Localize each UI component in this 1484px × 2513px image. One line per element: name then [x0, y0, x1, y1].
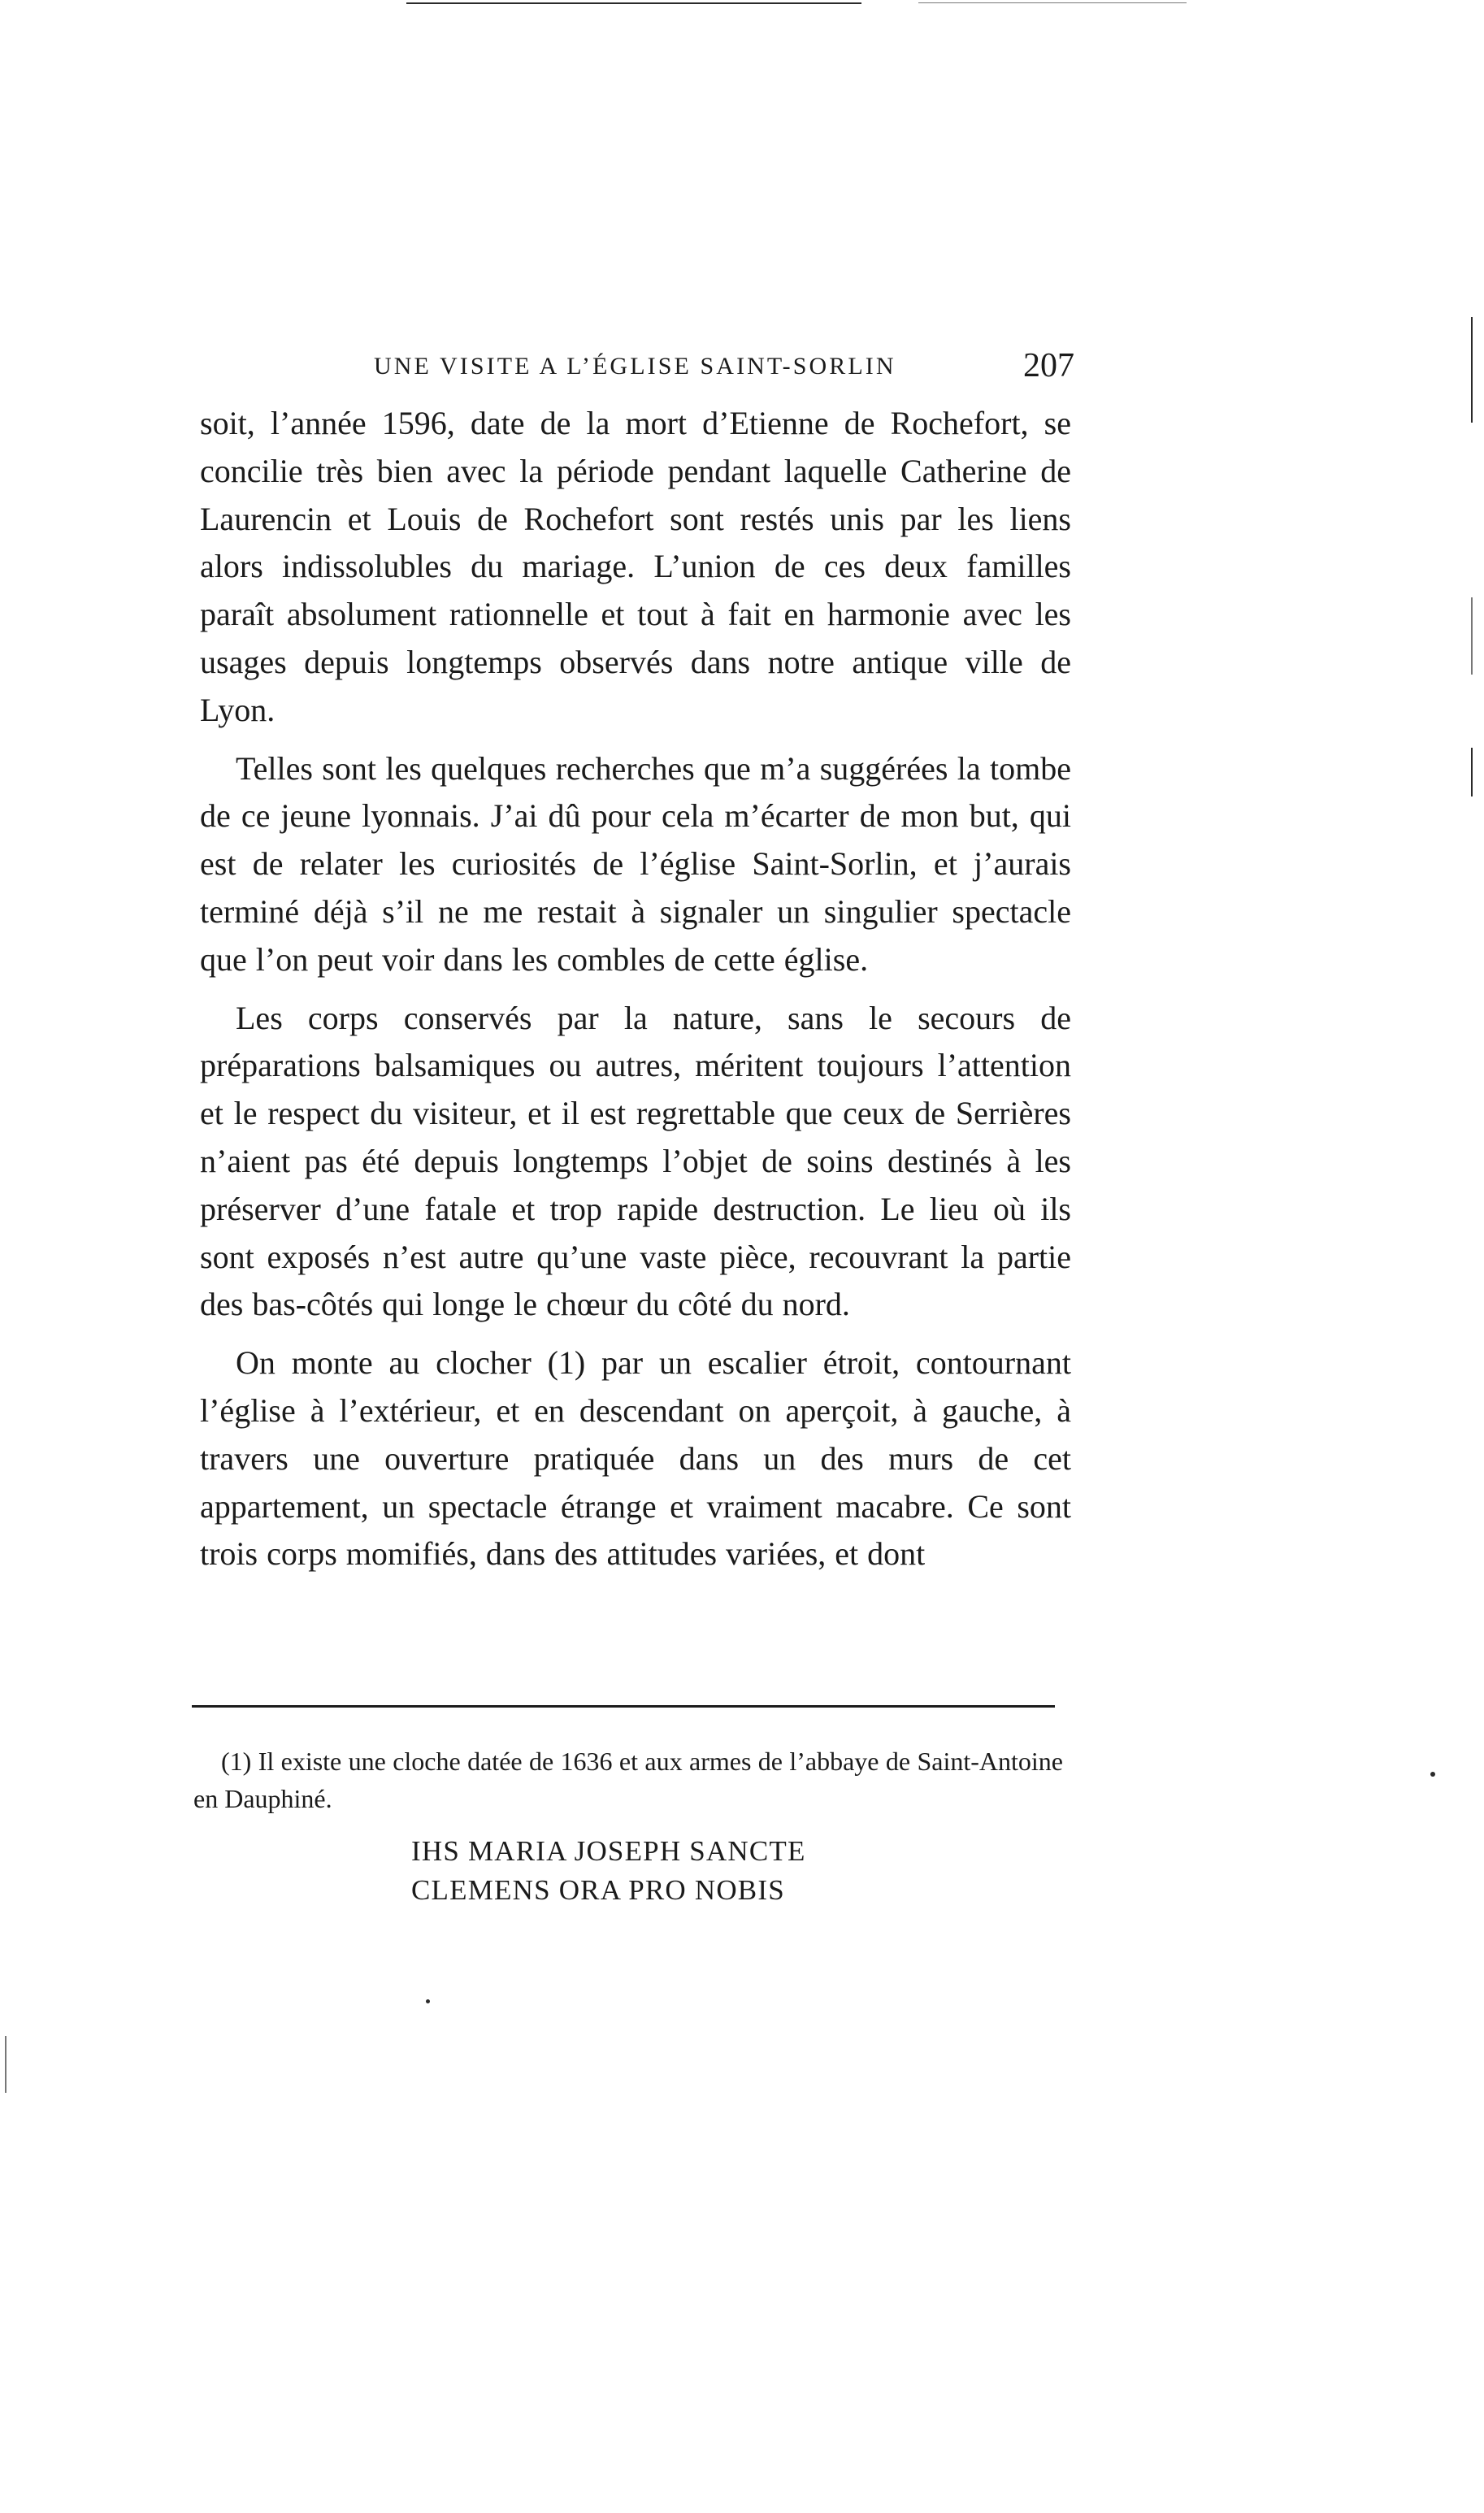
- inscription-line: CLEMENS ORA PRO NOBIS: [411, 1874, 785, 1906]
- scan-right-edge-mark: [1471, 748, 1473, 796]
- scan-right-edge-mark: [1471, 317, 1473, 423]
- paragraph-continued: soit, l’année 1596, date de la mort d’Etienne de Rochefort, se concilie très bien avec la période pendant laquelle Catherine de Laurencin et Louis de Rochefort sont restés unis par les liens alors indissolubles du mariage. L’union de ces deux familles paraît absolument rationnelle et tout à fait en harmonie avec les usages depuis longtemps observés dans notre antique ville de Lyon.: [200, 405, 1071, 728]
- scan-dot: [426, 1999, 430, 2003]
- footnote-separator: [192, 1705, 1055, 1708]
- inscription-line: IHS MARIA JOSEPH SANCTE: [411, 1835, 806, 1867]
- paragraph: Les corps conservés par la nature, sans le secours de préparations balsamiques ou autres, méritent toujours l’attention et le respect du visiteur, et il est regrettable que ceux de Serrières n’aient pas été depuis longtemps l’objet de soins destinés à les préserver d’une fatale et trop rapide destruction. Le lieu où ils sont exposés n’est autre qu’une vaste pièce, recouvrant la partie des bas-côtés qui longe le chœur du côté du nord.: [200, 999, 1071, 1323]
- bell-inscription: [411, 1832, 834, 1910]
- running-header: [374, 346, 1074, 385]
- scan-dot: [1430, 1772, 1435, 1777]
- main-text: [200, 400, 1071, 1589]
- running-title: UNE VISITE A L’ÉGLISE SAINT-SORLIN: [374, 353, 896, 380]
- page-number: 207: [1023, 347, 1074, 384]
- paragraph: On monte au clocher (1) par un escalier étroit, contournant l’église à l’extérieur, et en descendant on aperçoit, à gauche, à travers une ouverture pratiquée dans un des murs de cet appartement, un spectacle étrange et vraiment macabre. Ce sont trois corps momifiés, dans des attitudes variées, et dont: [200, 1344, 1071, 1573]
- footnote: [193, 1743, 1063, 1817]
- scan-top-edge-mark: [918, 2, 1187, 3]
- paragraph: Telles sont les quelques recherches que m’a suggérées la tombe de ce jeune lyonnais. J’ai dû pour cela m’écarter de mon but, qui est de relater les curiosités de l’église Saint-Sorlin, et j’aurais terminé déjà s’il ne me restait à signaler un singulier spectacle que l’on peut voir dans les combles de cette église.: [200, 749, 1071, 978]
- scan-top-edge-mark: [406, 2, 861, 4]
- footnote-text: (1) Il existe une cloche datée de 1636 et aux armes de l’abbaye de Saint-Antoine en Dauphiné.: [193, 1747, 1063, 1813]
- scan-right-edge-mark: [1471, 597, 1473, 675]
- scan-left-edge-mark: [5, 2036, 7, 2093]
